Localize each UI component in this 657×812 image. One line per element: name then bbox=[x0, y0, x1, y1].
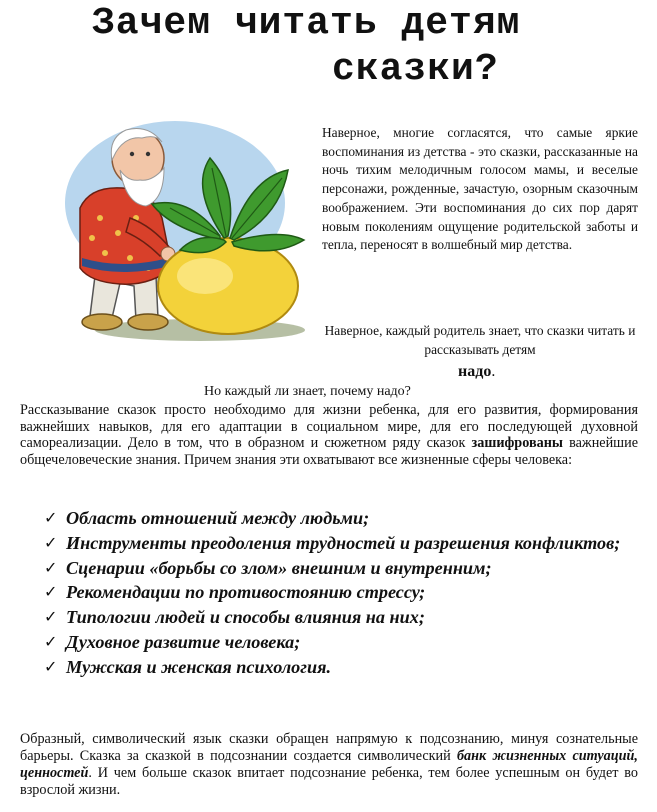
page-title-line-2: сказки? bbox=[332, 48, 499, 91]
checkmark-icon: ✓ bbox=[44, 656, 58, 676]
list-item-text: Инструменты преодоления трудностей и разрешения конфликтов; bbox=[66, 532, 621, 553]
list-item bbox=[44, 605, 640, 630]
emphasis-word-text: надо bbox=[458, 363, 492, 380]
body-paragraph-1 bbox=[20, 402, 638, 468]
body-paragraph-2-bold-italic: банк жизненных ситуаций, ценностей bbox=[20, 748, 638, 781]
grandpa-turnip-illustration bbox=[60, 108, 310, 343]
checkmark-icon: ✓ bbox=[44, 607, 58, 627]
grandpa-right-eye bbox=[146, 152, 150, 156]
checkmark-icon: ✓ bbox=[44, 582, 58, 602]
question-line: Но каждый ли знает, почему надо? bbox=[204, 384, 411, 399]
list-item bbox=[44, 655, 640, 680]
list-item bbox=[44, 531, 640, 556]
body-paragraph-1-bold: зашифрованы bbox=[471, 435, 563, 452]
life-spheres-list bbox=[44, 506, 640, 680]
checkmark-icon: ✓ bbox=[44, 532, 58, 552]
grandpa-right-shoe bbox=[128, 314, 168, 330]
emphasis-period: . bbox=[491, 363, 496, 380]
body-paragraph-1-after: важнейшие общечеловеческие знания. Причем знания эти охватывают все жизненные сферы человека: bbox=[20, 435, 638, 468]
checkmark-icon: ✓ bbox=[44, 508, 58, 527]
list-item bbox=[44, 506, 640, 531]
body-paragraph-1-before: Рассказывание сказок просто необходимо для жизни ребенка, для его развития, формирования важнейших навыков, для его адаптации в социальном мире, для его последующей духовной самореализации. Дело в том, что в образном и сюжетном ряду сказок bbox=[20, 402, 638, 452]
intro-paragraph-2: Наверное, каждый родитель знает, что сказки читать и рассказывать детям bbox=[324, 323, 636, 357]
turnip-highlight bbox=[177, 258, 233, 294]
list-item-text: Духовное развитие человека; bbox=[66, 631, 301, 652]
list-item-text: Мужская и женская психология. bbox=[66, 656, 332, 677]
body-paragraph-2-before: Образный, символический язык сказки обращен напрямую к подсознанию, минуя сознательные барьеры. Сказка за сказкой в подсознании создается символический bbox=[20, 731, 638, 764]
page-title-line-1: Зачем читать детям bbox=[92, 2, 521, 45]
body-paragraph-2-after: . И чем больше сказок впитает подсознание ребенка, тем более успешным он будет во взрослой жизни. bbox=[20, 765, 638, 798]
body-paragraph-2 bbox=[20, 731, 638, 799]
list-item-text: Область отношений между людьми; bbox=[66, 508, 370, 528]
intro-paragraph-1: Наверное, многие согласятся, что самые яркие воспоминания из детства - это сказки, рассказанные на ночь тихим мелодичным голосом мамы, и веселые персонажи, рожденные, зачастую, озорным сказочным воображением. Эти воспоминания до сих пор дарят новым поколениям ощущение родительской заботы и тепла, переносят в волшебный мир детства. bbox=[322, 125, 638, 253]
checkmark-icon: ✓ bbox=[44, 557, 58, 577]
list-item-text: Рекомендации по противостоянию стрессу; bbox=[66, 582, 426, 603]
list-item bbox=[44, 556, 640, 581]
list-item bbox=[44, 630, 640, 655]
list-item-text: Типологии людей и способы влияния на них; bbox=[66, 607, 425, 628]
list-item bbox=[44, 580, 640, 605]
grandpa-left-shoe bbox=[82, 314, 122, 330]
grandpa-left-eye bbox=[130, 152, 134, 156]
checkmark-icon: ✓ bbox=[44, 631, 58, 651]
emphasis-word bbox=[458, 363, 495, 381]
list-item-text: Сценарии «борьбы со злом» внешним и внутренним; bbox=[66, 557, 492, 578]
